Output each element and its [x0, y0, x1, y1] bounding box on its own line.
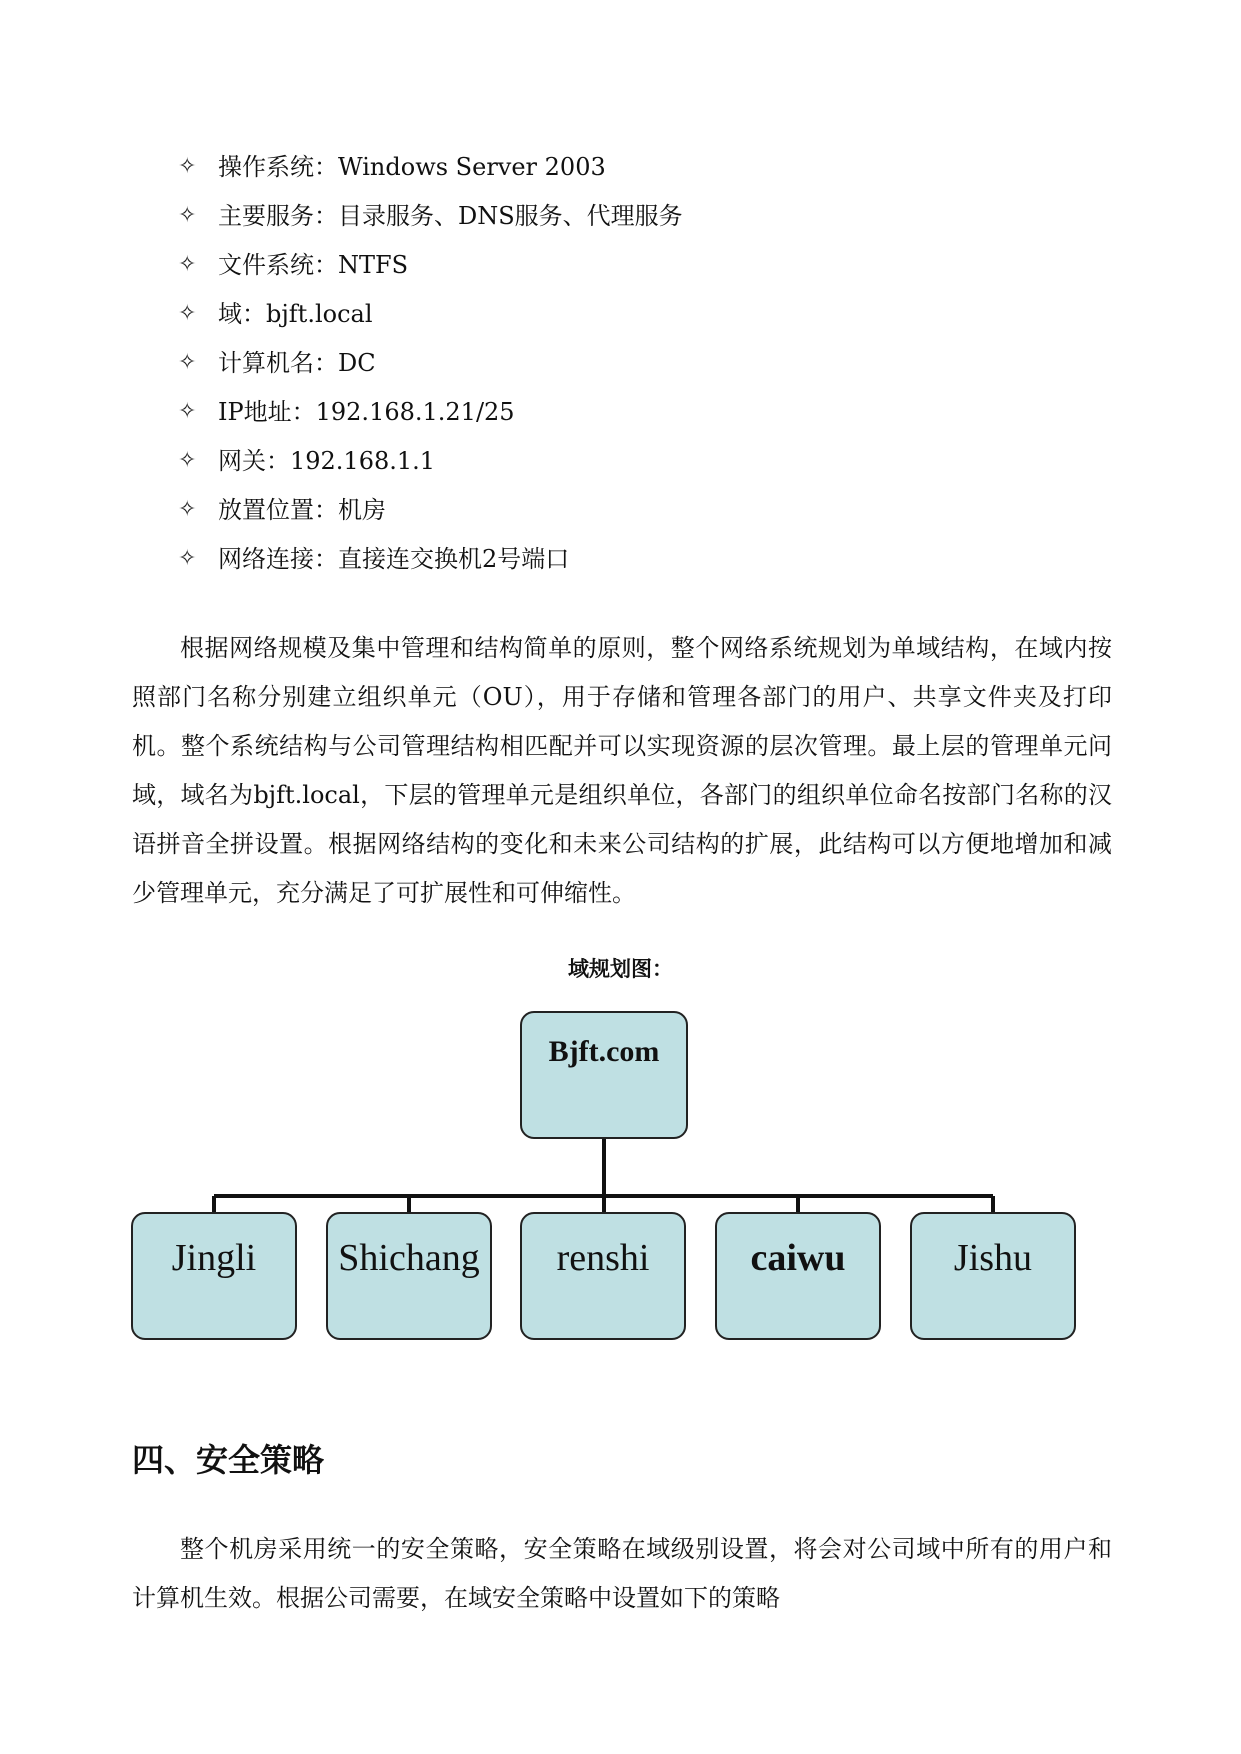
spec-filesystem: 文件系统：NTFS: [218, 251, 409, 279]
list-item: [178, 152, 683, 201]
list-item: [178, 397, 683, 446]
spec-os: 操作系统：Windows Server 2003: [218, 153, 606, 181]
server-spec-list: [178, 152, 683, 593]
section-heading: 四、安全策略: [132, 1441, 325, 1479]
root-domain-node: Bjft.com: [520, 1011, 688, 1139]
list-item: [178, 348, 683, 397]
ou-node-renshi: renshi: [520, 1212, 686, 1340]
spec-network-connection: 网络连接：直接连交换机2号端口: [218, 545, 570, 573]
list-item: [178, 201, 683, 250]
bullet-star-icon: ✧: [178, 154, 197, 179]
domain-org-diagram: [0, 1010, 1241, 1350]
ou-node-jingli: Jingli: [131, 1212, 297, 1340]
bullet-star-icon: ✧: [178, 203, 197, 228]
spec-domain: 域：bjft.local: [218, 300, 373, 328]
list-item: [178, 446, 683, 495]
ou-node-jishu: Jishu: [910, 1212, 1076, 1340]
list-item: [178, 299, 683, 348]
bullet-star-icon: ✧: [178, 301, 197, 326]
diagram-caption: 域规划图：: [568, 957, 673, 981]
spec-ip-address: IP地址：192.168.1.21/25: [218, 398, 515, 426]
security-policy-paragraph: 整个机房采用统一的安全策略，安全策略在域级别设置，将会对公司域中所有的用户和计算机生效。根据公司需要，在域安全策略中设置如下的策略: [132, 1535, 1112, 1612]
ou-node-shichang: Shichang: [326, 1212, 492, 1340]
bullet-star-icon: ✧: [178, 546, 197, 571]
domain-structure-paragraph: 根据网络规模及集中管理和结构简单的原则，整个网络系统规划为单域结构，在域内按照部门名称分别建立组织单元（OU），用于存储和管理各部门的用户、共享文件夹及打印机。整个系统结构与公司管理结构相匹配并可以实现资源的层次管理。最上层的管理单元问域，域名为bjft.local，下层的管理单元是组织单位，各部门的组织单位命名按部门名称的汉语拼音全拼设置。根据网络结构的变化和未来公司结构的扩展，此结构可以方便地增加和减少管理单元，充分满足了可扩展性和可伸缩性。: [132, 634, 1112, 907]
spec-services: 主要服务：目录服务、DNS服务、代理服务: [218, 202, 683, 230]
bullet-star-icon: ✧: [178, 399, 197, 424]
spec-location: 放置位置：机房: [218, 496, 386, 524]
list-item: [178, 250, 683, 299]
list-item: [178, 495, 683, 544]
list-item: [178, 544, 683, 593]
spec-gateway: 网关：192.168.1.1: [218, 447, 436, 475]
bullet-star-icon: ✧: [178, 497, 197, 522]
bullet-star-icon: ✧: [178, 350, 197, 375]
bullet-star-icon: ✧: [178, 448, 197, 473]
ou-node-caiwu: caiwu: [715, 1212, 881, 1340]
spec-computer-name: 计算机名：DC: [218, 349, 376, 377]
bullet-star-icon: ✧: [178, 252, 197, 277]
